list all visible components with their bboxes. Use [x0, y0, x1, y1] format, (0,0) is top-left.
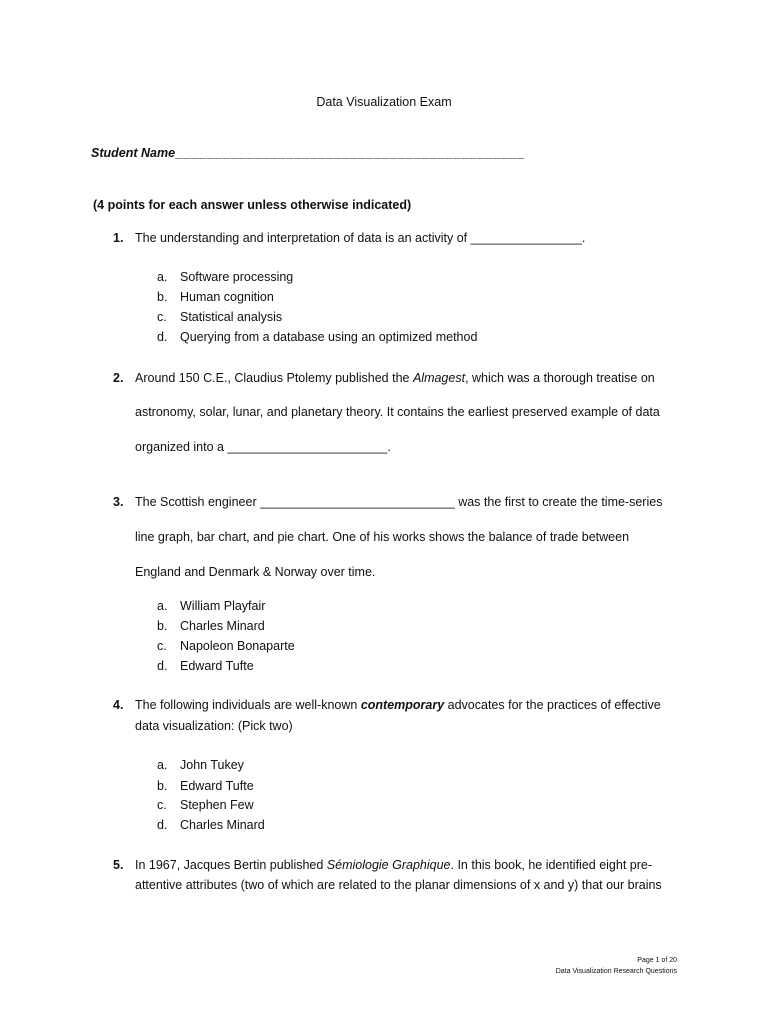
option-1c [157, 310, 282, 324]
question-3-line-2: line graph, bar chart, and pie chart. One of his works shows the balance of trade between [135, 530, 630, 544]
question-number: 2. [113, 371, 124, 385]
option-4d [157, 818, 265, 832]
option-text: William Playfair [180, 599, 266, 613]
option-3c [157, 639, 295, 653]
option-3a [157, 599, 265, 613]
question-4 [113, 698, 661, 712]
emphasis-text: contemporary [360, 698, 445, 712]
question-5 [113, 858, 652, 872]
question-text: The following individuals are well-known [135, 698, 361, 712]
option-1a [157, 270, 293, 284]
option-letter: c. [157, 798, 167, 812]
question-text: Around 150 C.E., Claudius Ptolemy published the [135, 371, 413, 385]
question-number: 5. [113, 858, 124, 872]
option-letter: b. [157, 619, 168, 633]
question-number: 4. [113, 698, 124, 712]
book-title: Almagest [412, 371, 466, 385]
question-text: . In this book, he identified eight pre- [450, 858, 653, 872]
student-name-field[interactable] [91, 146, 525, 160]
option-1b [157, 290, 274, 304]
question-text: The understanding and interpretation of data is an activity of ________________. [135, 231, 586, 245]
option-letter: c. [157, 639, 167, 653]
option-text: Edward Tufte [180, 779, 254, 793]
option-text: Napoleon Bonaparte [180, 639, 295, 653]
question-text: advocates for the practices of effective [444, 698, 661, 712]
option-letter: d. [157, 330, 168, 344]
option-text: Edward Tufte [180, 659, 254, 673]
book-title: Sémiologie Graphique [326, 858, 451, 872]
option-letter: d. [157, 659, 168, 673]
option-letter: c. [157, 310, 167, 324]
points-note: (4 points for each answer unless otherwise indicated) [93, 198, 412, 212]
question-text: , which was a thorough treatise on [465, 371, 655, 385]
option-text: Stephen Few [180, 798, 254, 812]
option-4c [157, 798, 254, 812]
option-3d [157, 659, 254, 673]
document-footer-title: Data Visualization Research Questions [555, 968, 677, 975]
page-number: Page 1 of 20 [637, 957, 677, 964]
option-text: Human cognition [180, 290, 274, 304]
question-3-line-3: England and Denmark & Norway over time. [135, 565, 376, 579]
option-letter: d. [157, 818, 168, 832]
question-4-line-2: data visualization: (Pick two) [135, 719, 293, 733]
option-letter: a. [157, 758, 168, 772]
question-2-line-2: astronomy, solar, lunar, and planetary theory. It contains the earliest preserved example of data [135, 405, 660, 419]
student-name-label: Student Name [91, 146, 176, 160]
question-text: In 1967, Jacques Bertin published [135, 858, 327, 872]
option-text: Statistical analysis [180, 310, 283, 324]
page-title: Data Visualization Exam [316, 95, 452, 109]
question-2-line-3: organized into a _______________________. [135, 440, 391, 454]
option-1d [157, 330, 477, 344]
option-4a [157, 758, 244, 772]
option-letter: a. [157, 599, 168, 613]
option-text: Charles Minard [180, 619, 265, 633]
question-1 [113, 231, 585, 245]
option-letter: b. [157, 779, 168, 793]
question-text: The Scottish engineer ____________________________ was the first to create the time-series [135, 495, 663, 509]
question-number: 3. [113, 495, 124, 509]
option-letter: a. [157, 270, 168, 284]
option-3b [157, 619, 265, 633]
question-5-line-2: attentive attributes (two of which are related to the planar dimensions of x and y) that our brains [135, 878, 662, 892]
option-letter: b. [157, 290, 168, 304]
option-text: Software processing [180, 270, 294, 284]
option-text: John Tukey [180, 758, 244, 772]
student-name-line: ____________________________________________ [175, 146, 525, 160]
question-2 [113, 371, 655, 385]
question-3 [113, 495, 662, 509]
option-4b [157, 779, 254, 793]
option-text: Charles Minard [180, 818, 265, 832]
option-text: Querying from a database using an optimized method [180, 330, 478, 344]
question-number: 1. [113, 231, 124, 245]
